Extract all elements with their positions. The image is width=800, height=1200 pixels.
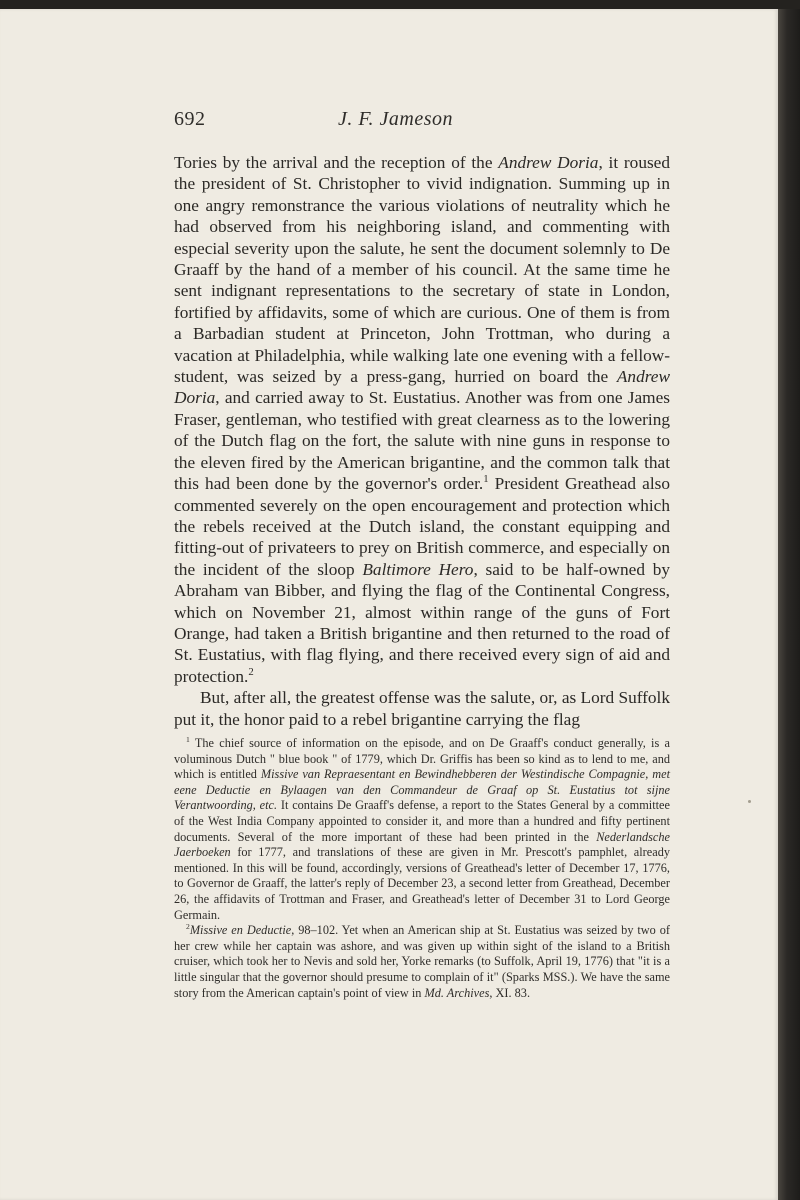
footnote-ref-2: 2 — [248, 665, 254, 678]
footnotes — [174, 736, 670, 1001]
text-span: It contains De Graaff's defense, a report to the States General by a committee of the West India Company appointed to consider it, and more than a hundred and fifty pertinent documents. Several of the more important of these had been printed in the — [174, 798, 670, 844]
running-head: J. F. Jameson — [338, 108, 453, 130]
text-span: The chief source of information on the episode, and on De Graaff's conduct generally, is a voluminous Dutch " blue book " of 1779, which Dr. Griffis has been so kind as to lend to me, and which is entitled — [174, 736, 670, 782]
text-span: , XI. 83. — [489, 985, 531, 1000]
footnote-1 — [174, 736, 670, 923]
paragraph: But, after all, the greatest offense was the salute, or, as Lord Suffolk put it, the honor paid to a rebel brigantine carrying the flag — [174, 688, 670, 729]
scan-top-border — [0, 0, 800, 9]
page-edge-shadow — [778, 9, 800, 1200]
ship-name: Andrew Doria — [174, 367, 670, 408]
footnote-number: 2 — [186, 922, 190, 932]
footnote-number: 1 — [186, 734, 190, 744]
text-span: President Greathead also commented severely on the open encouragement and protection which the rebels received at the Dutch island, the constant equipping and fitting-out of privateers to prey on British commerce, and especially on the incident of the sloop — [174, 474, 670, 579]
main-text — [174, 152, 670, 730]
page-header — [174, 108, 670, 136]
footnote-ref-1: 1 — [483, 473, 489, 486]
ship-name: Andrew Doria — [498, 153, 599, 172]
text-span: , said to be half-owned by Abraham van Bibber, and flying the flag of the Continental Congress, which on November 21, almost within range of the guns of Fort Orange, had taken a British brigantine and then returned to the road of St. Eustatius, with flag flying, and there received every sign of aid and protection. — [174, 559, 670, 686]
text-span: , it roused the president of St. Christopher to vivid indignation. Summing up in one angry remonstrance the various violations of neutrality which he had observed from his neighboring island, and commenting with especial severity upon the salute, he sent the document solemnly to De Graaff by the hand of a member of his council. At the same time he sent indignant representations to the secretary of state in London, fortified by affidavits, some of which are curious. One of them is from a Barbadian student at Princeton, John Trottman, who during a vacation at Philadelphia, while walking late one evening with a fellow-student, was seized by a press-gang, hurried on board the — [174, 153, 670, 387]
work-title: Missive en Deductie — [189, 923, 292, 938]
text-span: Tories by the arrival and the reception of the — [174, 153, 499, 172]
work-title: Missive van Repraesentant en Bewindhebberen der Westindische Compagnie, met eene Deductie en Bylaagen van den Commandeur de Graaf op St. Eustatius tot sijne Verantwoording, etc. — [174, 767, 670, 813]
text-span: for 1777, and translations of these are given in Mr. Prescott's pamphlet, already mentioned. In this will be found, accordingly, versions of Greathead's letter of December 17, 1776, to Governor de Graaff, the latter's reply of December 23, a second letter from Greathead, December 26, the affidavits of Trottman and Fraser, and Greathead's letter of December 31 to Lord George Germain. — [174, 845, 670, 922]
work-title: Nederlandsche Jaerboeken — [174, 829, 670, 860]
text-span: , 98–102. Yet when an American ship at St. Eustatius was seized by two of her crew while her captain was ashore, and was given up within sight of the island to a British cruiser, which took her to Nevis and sold her, Yorke remarks (to Suffolk, April 19, 1776) that "it is a little singular that the governor should presume to complain of it" (Sparks MSS.). We have the same story from the American captain's point of view in — [174, 923, 671, 1000]
page-number: 692 — [174, 108, 206, 130]
text-span: , and carried away to St. Eustatius. Another was from one James Fraser, gentleman, who testified with great clearness as to the lowering of the Dutch flag on the fort, the salute with nine guns in response to the eleven fired by the American brigantine, and the common talk that this had been done by the governor's order. — [174, 388, 670, 494]
ship-name: Baltimore Hero — [362, 559, 474, 579]
work-title: Md. Archives — [424, 985, 490, 1000]
footnote-2 — [174, 923, 670, 1001]
paper-speck — [748, 800, 751, 803]
paragraph — [174, 152, 670, 687]
